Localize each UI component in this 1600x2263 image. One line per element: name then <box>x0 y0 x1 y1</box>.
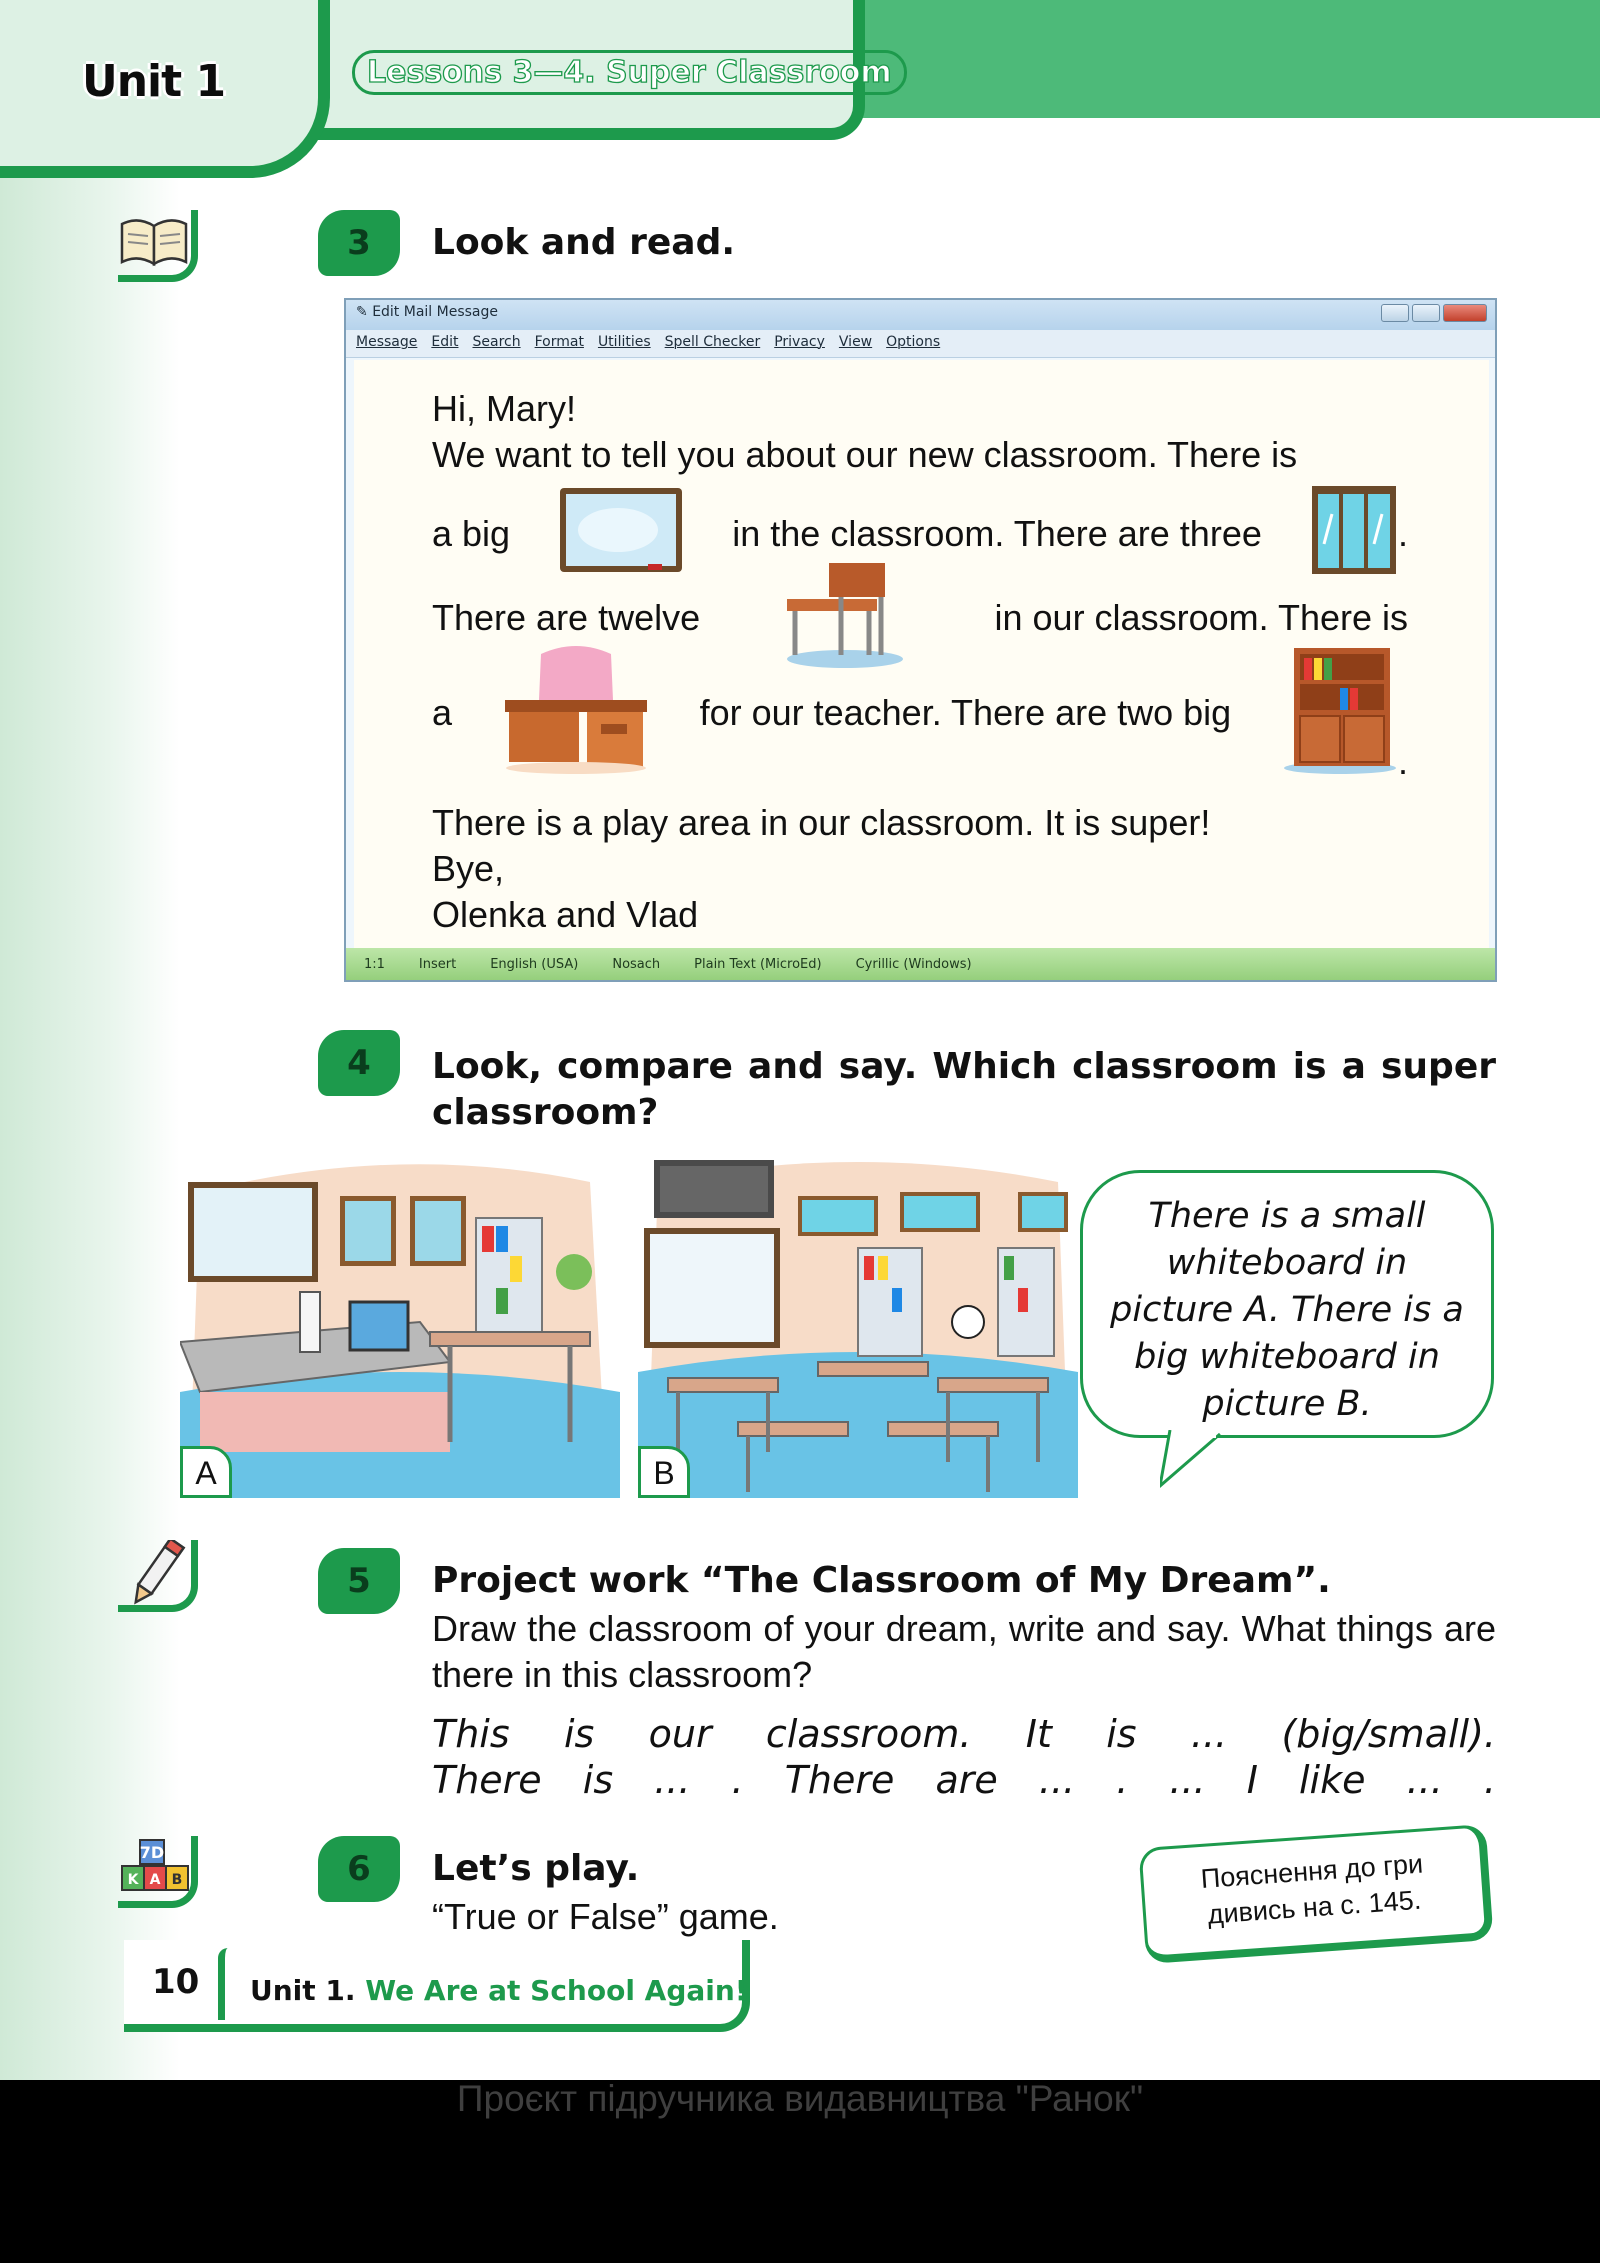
close-icon[interactable] <box>1443 304 1487 322</box>
task-4-title: Look, compare and say. Which classroom is a super classroom? <box>432 1046 1496 1133</box>
pencil-icon <box>118 1540 198 1612</box>
teacher-desk-picture <box>501 644 651 783</box>
task-6-subtitle: “True or False” game. <box>432 1896 779 1937</box>
left-margin-strip <box>0 0 180 2080</box>
menu-privacy[interactable]: Privacy <box>774 334 825 350</box>
speech-bubble-tail <box>1160 1430 1230 1490</box>
menu-spell-checker[interactable]: Spell Checker <box>664 334 761 350</box>
mail-menubar <box>346 330 1495 358</box>
publisher-note: Проєкт підручника видавництва "Ранок" <box>456 2078 1144 2119</box>
letter-line-5: There is a play area in our classroom. It is super! <box>432 802 1211 843</box>
svg-text:A: A <box>149 1872 161 1888</box>
letter-greeting: Hi, Mary! <box>432 388 576 429</box>
status-format: Plain Text (MicroEd) <box>694 956 822 972</box>
status-language: English (USA) <box>490 956 579 972</box>
picture-a-label: A <box>180 1446 232 1498</box>
mail-window-title: Edit Mail Message <box>372 304 498 320</box>
task-3-number: 3 <box>318 210 400 276</box>
letter-bye: Bye, <box>432 848 505 889</box>
task-4-number: 4 <box>318 1030 400 1096</box>
status-encoding: Cyrillic (Windows) <box>855 956 972 972</box>
game-note: Пояснення до гри дивись на с. 145. <box>1138 1824 1493 1964</box>
menu-utilities[interactable]: Utilities <box>597 334 651 350</box>
letter-line-2a: a big <box>432 513 511 554</box>
task-6-title: Let’s play. <box>432 1848 640 1889</box>
task-5-example-line-2: There is ... . There are ... . ... I like ... . <box>432 1758 1496 1802</box>
menu-options[interactable]: Options <box>886 334 941 350</box>
task-3-title: Look and read. <box>432 222 736 263</box>
mail-window-icon: ✎ <box>356 304 373 320</box>
footer-unit-name: We Are at School Again! <box>365 1974 748 2007</box>
menu-edit[interactable]: Edit <box>431 334 459 350</box>
menu-view[interactable]: View <box>838 334 873 350</box>
letter-line-2b: in the classroom. There are three <box>732 513 1262 554</box>
footer-unit-prefix: Unit 1. <box>250 1974 356 2007</box>
task-5-instruction: Draw the classroom of your dream, write and say. What things are there in this classroom? <box>432 1608 1496 1695</box>
classroom-picture-a <box>180 1152 620 1498</box>
window-controls <box>1381 304 1487 322</box>
status-position: 1:1 <box>364 956 385 972</box>
bookcase-picture <box>1280 644 1398 783</box>
letter-line-4a: a <box>432 692 453 733</box>
classroom-picture-b <box>638 1152 1078 1498</box>
lesson-title: Lessons 3—4. Super Classroom <box>352 50 907 95</box>
picture-b-label: B <box>638 1446 690 1498</box>
task-5-number: 5 <box>318 1548 400 1614</box>
book-icon <box>118 210 198 282</box>
unit-title: Unit 1 <box>82 56 226 107</box>
letter-line-4 <box>432 648 1408 782</box>
minimize-icon[interactable] <box>1381 304 1409 322</box>
letter-line-4c: . <box>1397 740 1408 782</box>
letter-line-4b: for our teacher. There are two big <box>699 692 1232 733</box>
menu-message[interactable]: Message <box>356 334 418 350</box>
speech-bubble: There is a small whiteboard in picture A. There is a big whiteboard in picture B. <box>1080 1170 1494 1438</box>
letter-line-3b: in our classroom. There is <box>994 597 1408 638</box>
letter-line-2c: . <box>1397 513 1408 554</box>
mail-titlebar <box>346 300 1495 330</box>
maximize-icon[interactable] <box>1412 304 1440 322</box>
menu-format[interactable]: Format <box>534 334 584 350</box>
letter-line-3a: There are twelve <box>432 597 701 638</box>
letter-line-4-end <box>1280 644 1408 783</box>
menu-search[interactable]: Search <box>472 334 521 350</box>
task-5-title: Project work “The Classroom of My Dream”. <box>432 1560 1331 1601</box>
svg-text:7D: 7D <box>139 1843 165 1862</box>
svg-text:B: B <box>171 1872 183 1888</box>
status-mode: Insert <box>418 956 457 972</box>
page-number: 10 <box>152 1962 200 2002</box>
status-user: Nosach <box>612 956 661 972</box>
blocks-icon <box>118 1836 198 1908</box>
svg-text:K: K <box>127 1872 139 1888</box>
footer-unit <box>250 1974 748 2007</box>
mail-statusbar <box>346 948 1495 980</box>
footer-divider <box>218 1948 228 2020</box>
letter-signature: Olenka and Vlad <box>432 894 699 935</box>
letter-line-1: We want to tell you about our new classroom. There is <box>432 434 1298 475</box>
task-6-number: 6 <box>318 1836 400 1902</box>
task-5-example-line-1: This is our classroom. It is ... (big/small). <box>432 1712 1496 1756</box>
